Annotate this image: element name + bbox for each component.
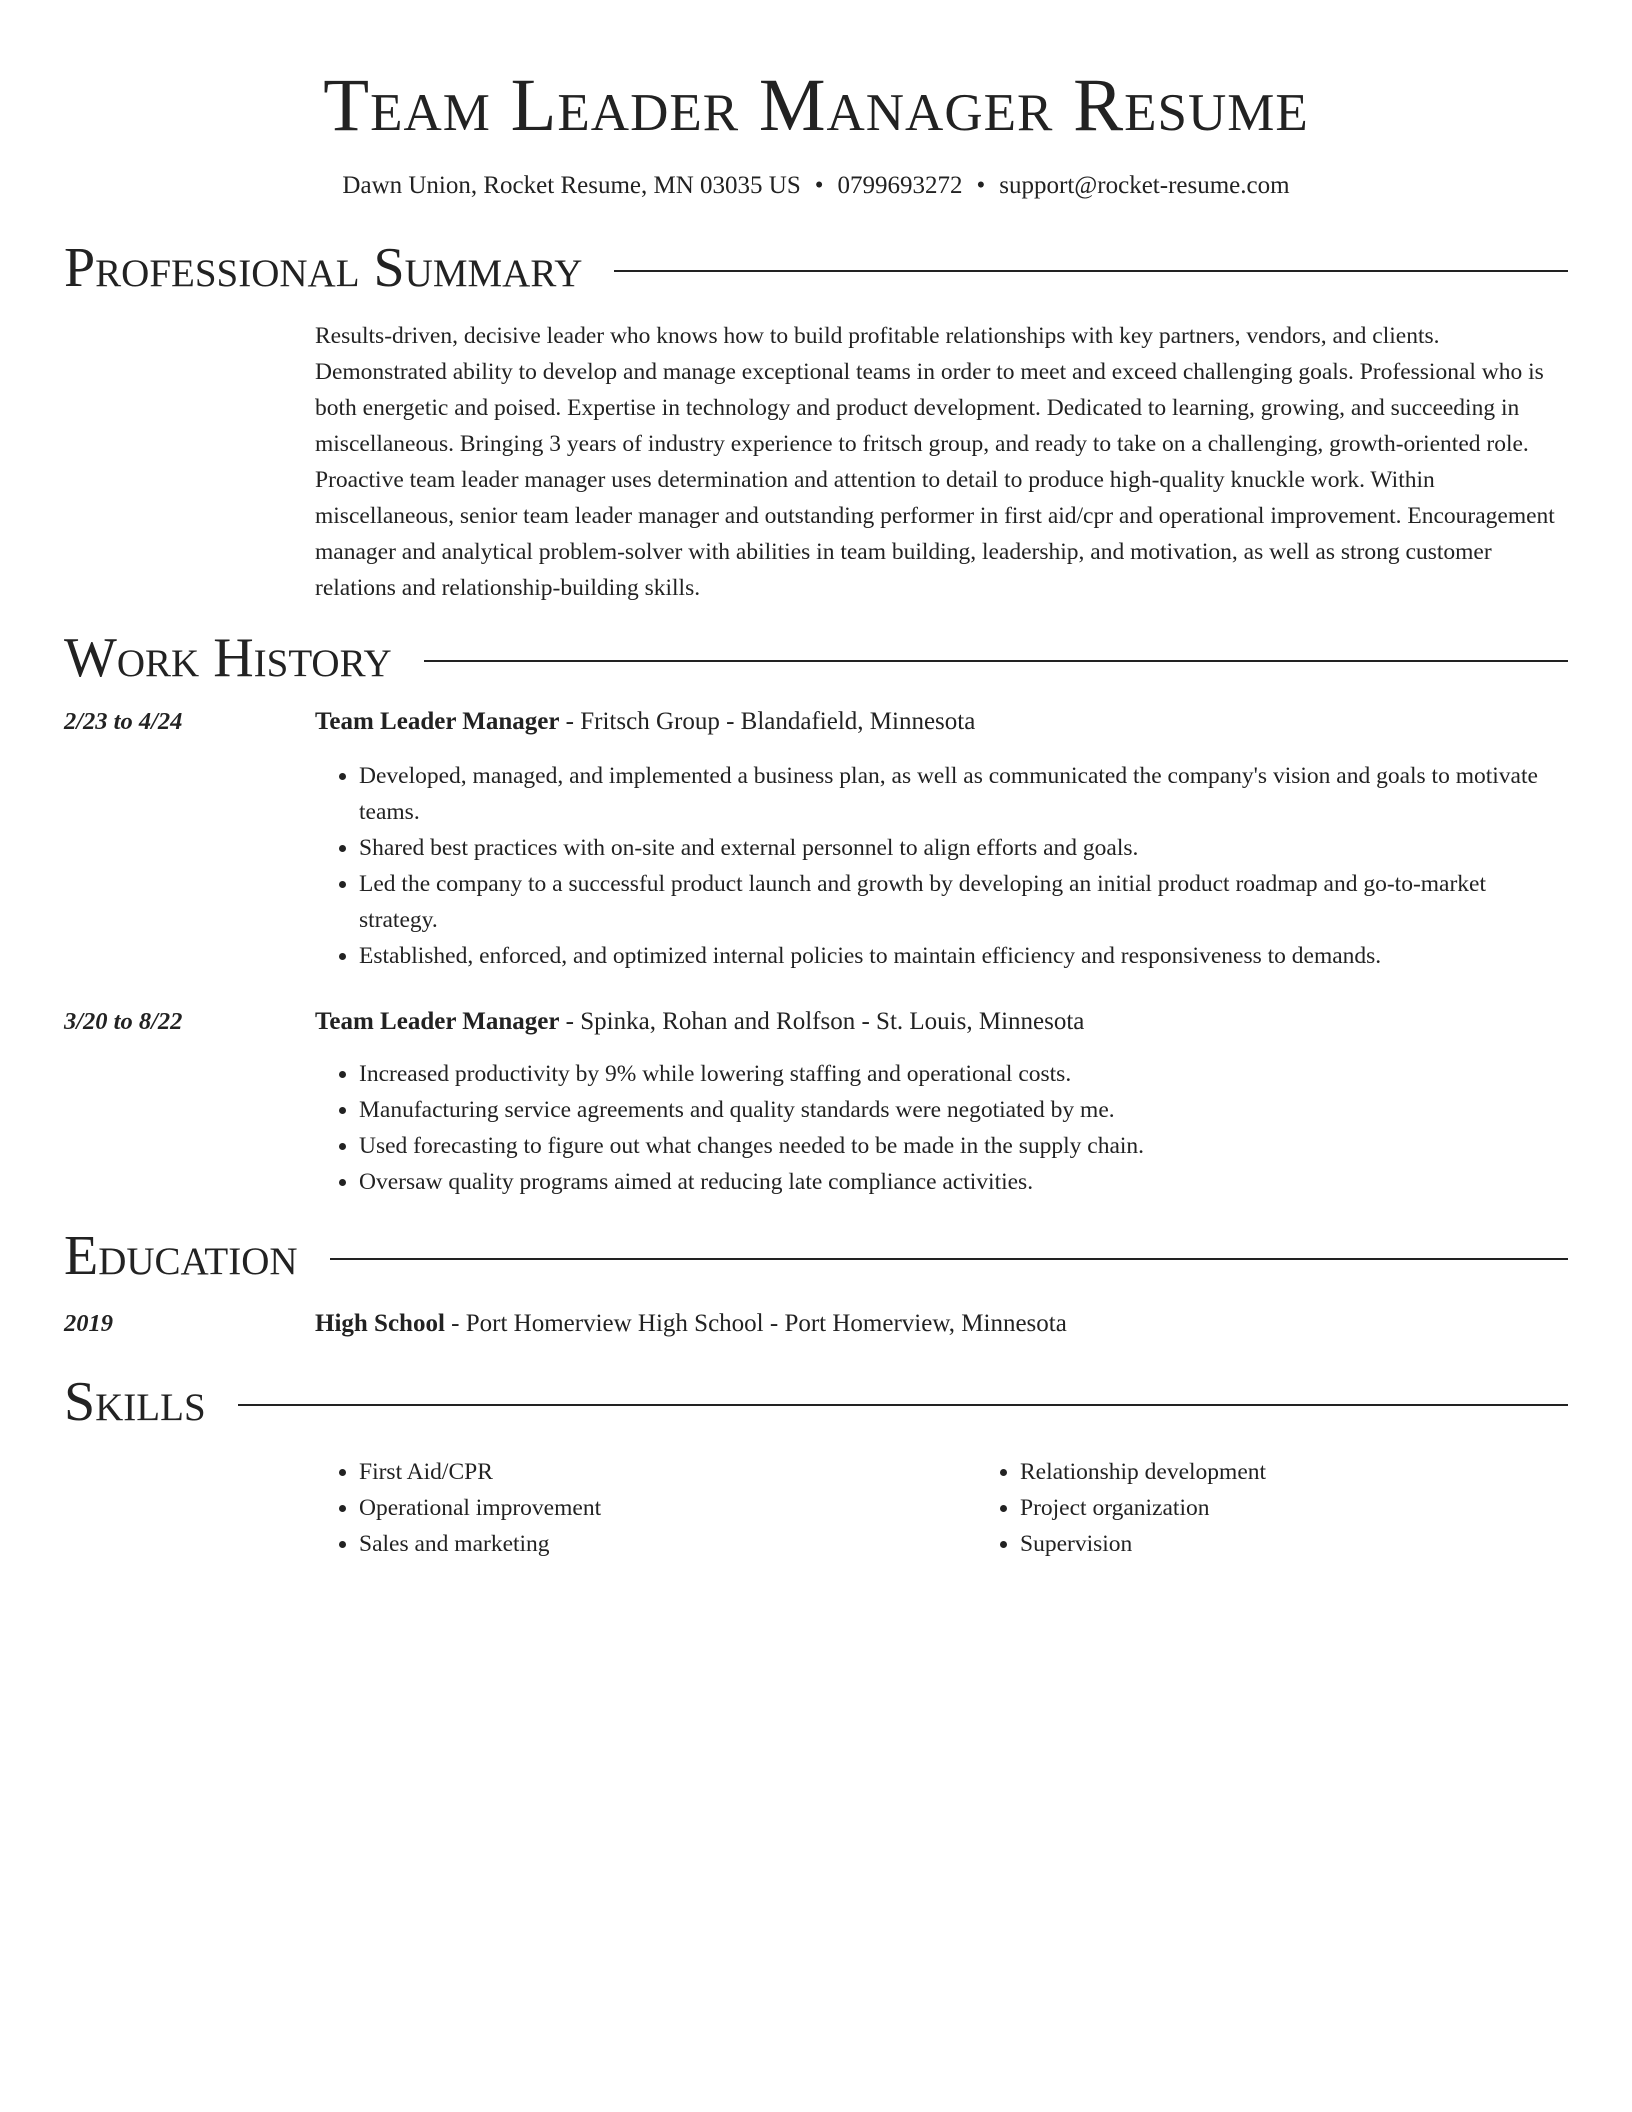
list-item: • Oversaw quality programs aimed at reducing late compliance activities. xyxy=(359,1164,1568,1200)
job-bullets xyxy=(315,758,1568,974)
list-item: • Shared best practices with on-site and external personnel to align efforts and goals. xyxy=(359,830,1568,866)
section-header-summary xyxy=(64,236,1568,300)
education-line xyxy=(315,1306,1568,1342)
job-bullets xyxy=(315,1056,1568,1200)
education-year: 2019 xyxy=(64,1310,113,1337)
section-title-skills: Skills xyxy=(64,1371,206,1433)
skill-item: • Project organization xyxy=(1020,1490,1632,1526)
job-entry xyxy=(64,704,1568,974)
list-item: • Increased productivity by 9% while lowering staffing and operational costs. xyxy=(359,1056,1568,1092)
section-divider xyxy=(238,1404,1568,1406)
section-divider xyxy=(424,660,1568,662)
job-role-line xyxy=(315,704,1568,740)
section-title-work: Work History xyxy=(64,627,392,689)
contact-phone: 0799693272 xyxy=(837,172,963,199)
skills-grid xyxy=(315,1454,1568,1562)
skill-item: • Supervision xyxy=(1020,1526,1632,1562)
job-details: - Fritsch Group - Blandafield, Minnesota xyxy=(559,708,976,735)
job-role-line xyxy=(315,1004,1568,1040)
skill-item: • Sales and marketing xyxy=(359,1526,976,1562)
list-item: • Manufacturing service agreements and quality standards were negotiated by me. xyxy=(359,1092,1568,1128)
skills-list-left xyxy=(315,1454,976,1562)
section-header-education xyxy=(64,1224,1568,1288)
contact-separator: • xyxy=(814,172,824,199)
list-item: • Established, enforced, and optimized internal policies to maintain efficiency and responsiveness to demands. xyxy=(359,938,1568,974)
section-divider xyxy=(614,270,1568,272)
contact-separator: • xyxy=(976,172,986,199)
education-content xyxy=(315,1306,1568,1342)
section-title-education: Education xyxy=(64,1225,298,1287)
section-divider xyxy=(330,1258,1568,1260)
job-title: Team Leader Manager xyxy=(315,708,560,735)
education-degree: High School xyxy=(315,1310,445,1337)
contact-line xyxy=(64,170,1568,202)
job-content xyxy=(315,704,1568,974)
education-entry xyxy=(64,1306,1568,1342)
job-entry xyxy=(64,1004,1568,1200)
resume-title: Team Leader Manager Resume xyxy=(323,64,1309,147)
resume-page xyxy=(64,0,1568,1562)
job-title: Team Leader Manager xyxy=(315,1008,560,1035)
section-header-work xyxy=(64,626,1568,690)
list-item: • Developed, managed, and implemented a business plan, as well as communicated the company's vision and goals to motivate teams. xyxy=(359,758,1568,830)
job-details: - Spinka, Rohan and Rolfson - St. Louis, Minnesota xyxy=(559,1008,1085,1035)
skill-item: • First Aid/CPR xyxy=(359,1454,976,1490)
contact-address: Dawn Union, Rocket Resume, MN 03035 US xyxy=(342,172,801,199)
skills-list-right xyxy=(976,1454,1632,1562)
job-dates: 2/23 to 4/24 xyxy=(64,708,183,735)
job-dates: 3/20 to 8/22 xyxy=(64,1008,183,1035)
skill-item: • Relationship development xyxy=(1020,1454,1632,1490)
job-content xyxy=(315,1004,1568,1200)
section-title-summary: Professional Summary xyxy=(64,237,583,299)
section-header-skills xyxy=(64,1370,1568,1434)
education-details: - Port Homerview High School - Port Homerview, Minnesota xyxy=(444,1310,1067,1337)
list-item: • Led the company to a successful product launch and growth by developing an initial product roadmap and go-to-market strategy. xyxy=(359,866,1568,938)
contact-email: support@rocket-resume.com xyxy=(999,172,1290,199)
skill-item: • Operational improvement xyxy=(359,1490,976,1526)
summary-text: Results-driven, decisive leader who knows how to build profitable relationships with key partners, vendors, and clients. Demonstrated ability to develop and manage exceptional teams in order to meet and exceed challenging goals. Professional who is both energetic and poised. Expertise in technology and product development. Dedicated to learning, growing, and succeeding in miscellaneous. Bringing 3 years of industry experience to fritsch group, and ready to take on a challenging, growth-oriented role. Proactive team leader manager uses determination and attention to detail to produce high-quality knuckle work. Within miscellaneous, senior team leader manager and outstanding performer in first aid/cpr and operational improvement. Encouragement manager and analytical problem-solver with abilities in team building, leadership, and motivation, as well as strong customer relations and relationship-building skills. xyxy=(315,323,1555,601)
list-item: • Used forecasting to figure out what changes needed to be made in the supply chain. xyxy=(359,1128,1568,1164)
